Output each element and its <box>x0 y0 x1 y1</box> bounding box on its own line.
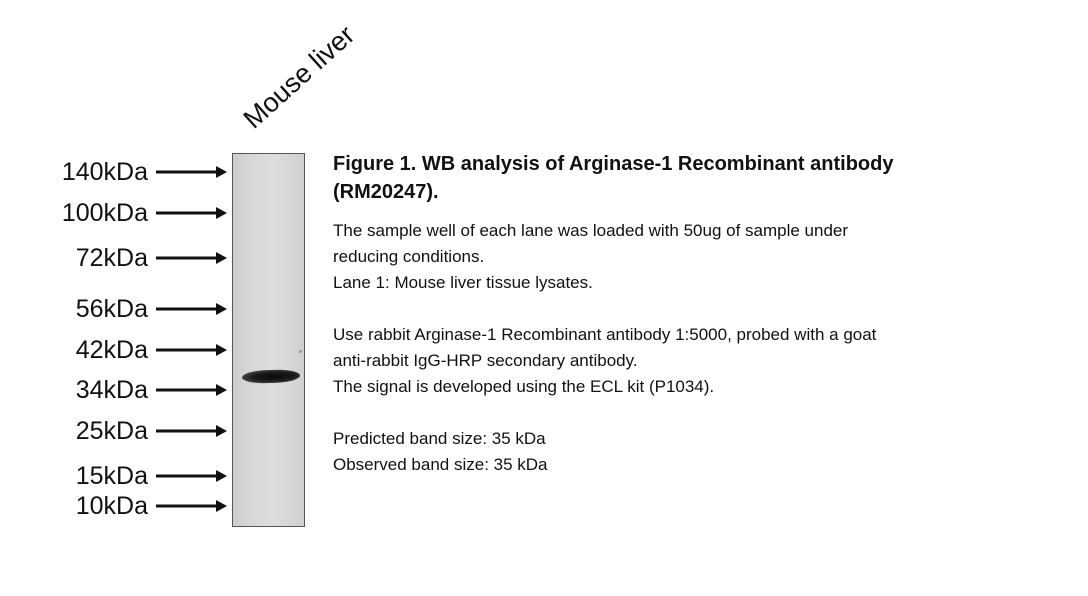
marker-label: 72kDa <box>75 244 148 272</box>
figure-title <box>333 150 1033 206</box>
arrow-right-icon <box>156 499 228 513</box>
caption-line: The signal is developed using the ECL kit (P1034). <box>333 377 715 396</box>
arrow-right-icon <box>156 206 228 220</box>
marker-label: 140kDa <box>61 158 148 186</box>
arrow-right-icon <box>156 469 228 483</box>
marker-label: 25kDa <box>75 417 148 445</box>
marker-72kda <box>0 243 232 273</box>
marker-label: 10kDa <box>75 492 148 520</box>
caption-line: Use rabbit Arginase-1 Recombinant antibody 1:5000, probed with a goat <box>333 325 877 344</box>
marker-15kda <box>0 461 232 491</box>
arrow-right-icon <box>156 383 228 397</box>
figure-title-line-1: Figure 1. WB analysis of Arginase-1 Recombinant antibody <box>333 153 894 175</box>
caption-line: Lane 1: Mouse liver tissue lysates. <box>333 273 593 292</box>
observed-band-size: Observed band size: 35 kDa <box>333 455 548 474</box>
molecular-weight-markers <box>0 0 240 596</box>
predicted-band-size: Predicted band size: 35 kDa <box>333 429 546 448</box>
caption-line: The sample well of each lane was loaded with 50ug of sample under <box>333 221 849 240</box>
protein-band <box>242 369 300 384</box>
marker-label: 100kDa <box>61 199 148 227</box>
marker-34kda <box>0 375 232 405</box>
marker-label: 42kDa <box>75 336 148 364</box>
western-blot-membrane <box>232 153 305 527</box>
arrow-right-icon <box>156 302 228 316</box>
marker-label: 56kDa <box>75 295 148 323</box>
caption-line: reducing conditions. <box>333 247 485 266</box>
marker-100kda <box>0 198 232 228</box>
marker-10kda <box>0 491 232 521</box>
arrow-right-icon <box>156 424 228 438</box>
caption-spacer <box>333 400 1033 426</box>
membrane-speck <box>299 350 302 353</box>
figure-title-line-2: (RM20247). <box>333 181 439 203</box>
caption-line: anti-rabbit IgG-HRP secondary antibody. <box>333 351 638 370</box>
figure-caption <box>333 150 1033 478</box>
caption-spacer <box>333 296 1033 322</box>
marker-42kda <box>0 335 232 365</box>
marker-25kda <box>0 416 232 446</box>
lane-label-mouse-liver: Mouse liver <box>237 19 361 135</box>
arrow-right-icon <box>156 251 228 265</box>
arrow-right-icon <box>156 165 228 179</box>
marker-140kda <box>0 157 232 187</box>
marker-label: 15kDa <box>75 462 148 490</box>
marker-56kda <box>0 294 232 324</box>
arrow-right-icon <box>156 343 228 357</box>
marker-label: 34kDa <box>75 376 148 404</box>
